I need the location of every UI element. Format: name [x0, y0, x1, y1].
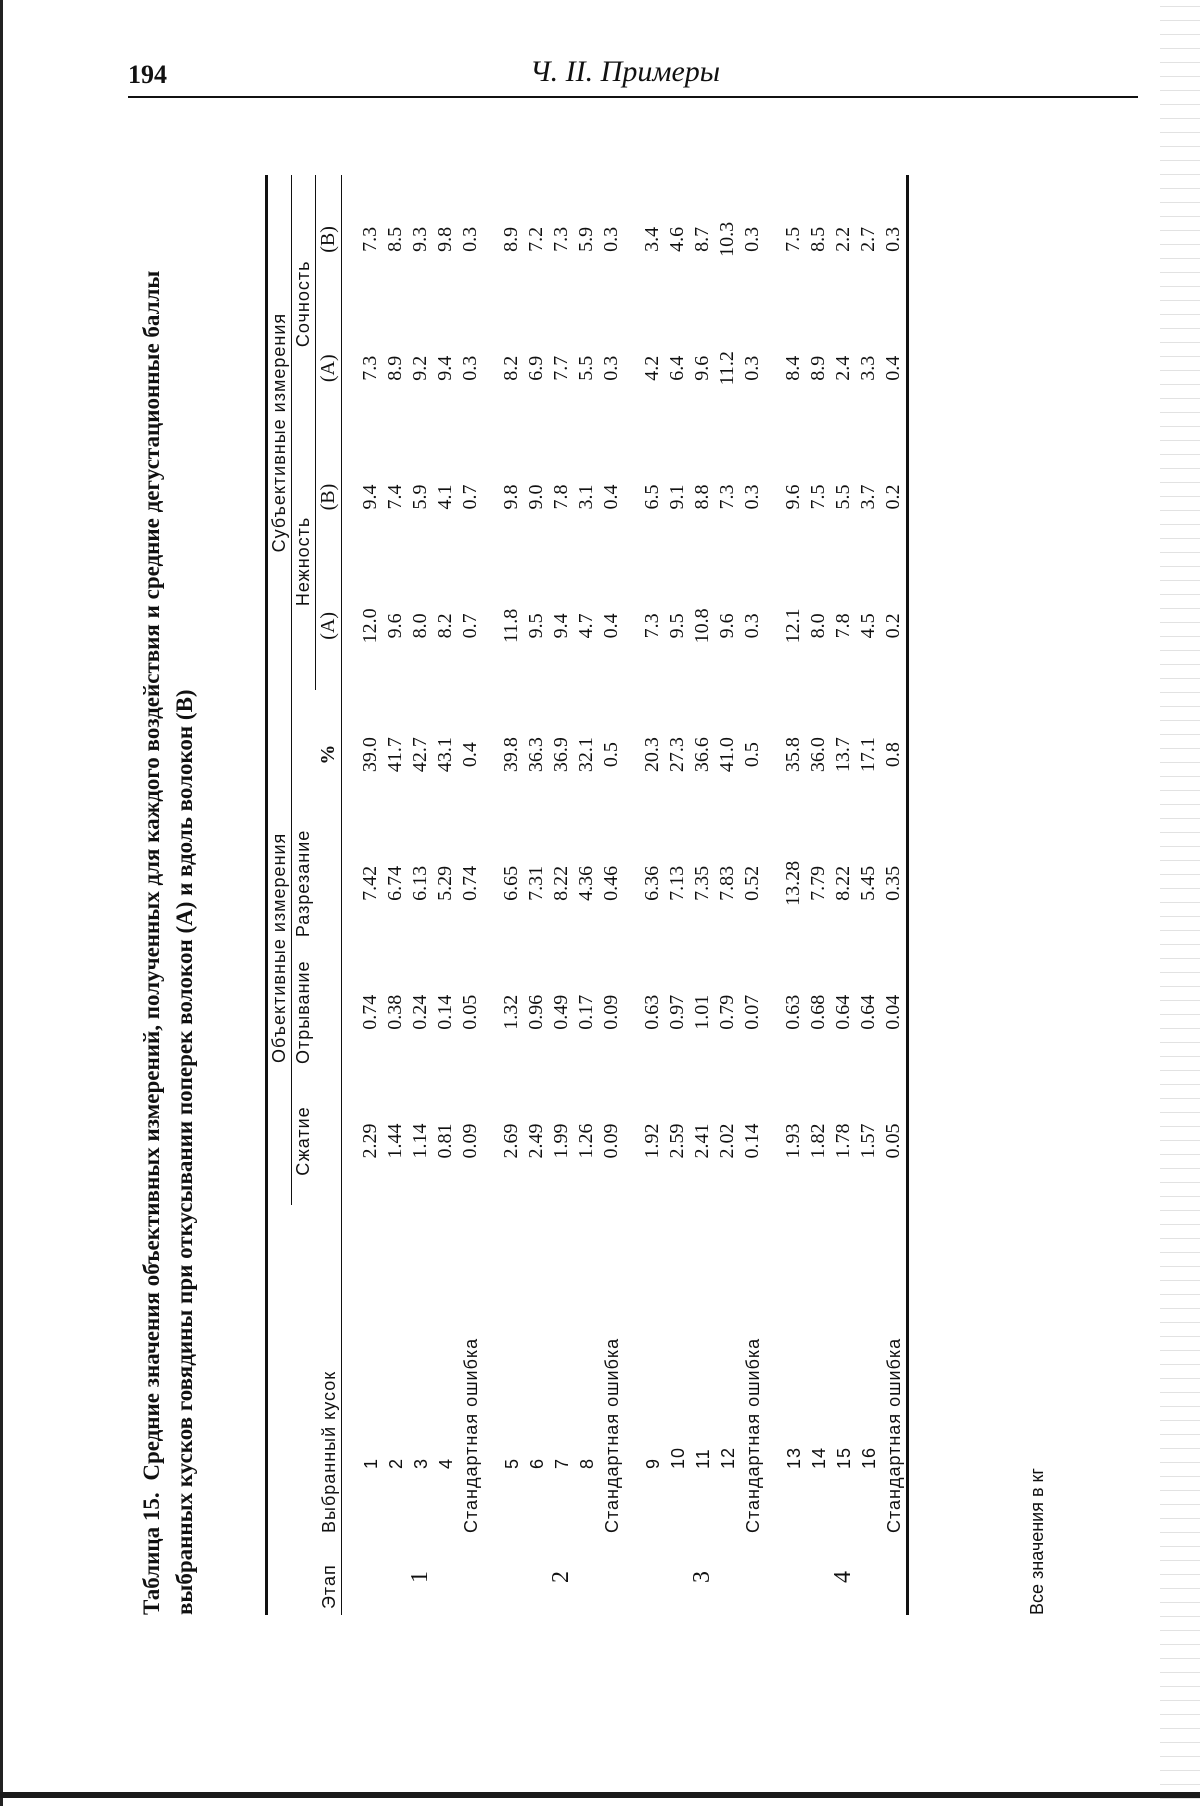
table-cell: 12.0	[359, 608, 381, 644]
data-table	[265, 175, 909, 1615]
table-cell: 9.4	[359, 484, 381, 510]
table-cell: 9.0	[525, 484, 547, 510]
row-label: 16	[859, 1446, 879, 1469]
table-row	[433, 175, 458, 1615]
row-label: 5	[502, 1457, 522, 1469]
table-cell: 0.49	[550, 994, 572, 1030]
table-cell: 43.1	[434, 737, 456, 773]
table-cell: 11.2	[716, 351, 738, 386]
table-cell: 7.83	[716, 865, 738, 901]
table-cell: 0.09	[600, 1123, 622, 1159]
header-cutting: Разрезание	[293, 829, 313, 938]
table-cell: 36.0	[807, 737, 829, 773]
table-cell: 0.07	[741, 994, 763, 1030]
table-cell: 13.28	[782, 860, 804, 906]
table-cell: 36.3	[525, 737, 547, 773]
header-row-sub	[316, 175, 342, 1615]
row-label: Стандартная ошибка	[602, 1337, 622, 1533]
table-row	[549, 175, 574, 1615]
table-cell: 7.8	[550, 484, 572, 510]
table-cell: 9.6	[691, 355, 713, 381]
table-cell: 7.3	[359, 226, 381, 252]
table-body	[342, 175, 908, 1615]
table-cell: 5.9	[409, 484, 431, 510]
stage-gap	[342, 175, 359, 1615]
table-cell: 41.0	[716, 737, 738, 773]
table-cell: 27.3	[666, 737, 688, 773]
table-cell: 35.8	[782, 737, 804, 773]
table-cell: 0.63	[641, 994, 663, 1030]
table-cell: 8.5	[384, 226, 406, 252]
table-cell: 1.92	[641, 1123, 663, 1159]
table-cell: 11.8	[500, 608, 522, 643]
header-tenderness: Нежность	[292, 433, 316, 691]
header-objective: Объективные измерения	[267, 690, 292, 1205]
table-cell: 6.36	[641, 865, 663, 901]
table-cell: 2.69	[500, 1123, 522, 1159]
table-cell: 10.3	[716, 221, 738, 257]
table-cell: 0.8	[882, 742, 904, 768]
table-cell: 8.2	[434, 613, 456, 639]
table-cell: 4.7	[575, 613, 597, 639]
table-cell: 0.63	[782, 994, 804, 1030]
page-number: 194	[128, 60, 167, 89]
table-cell: 9.6	[782, 484, 804, 510]
table-row	[665, 175, 690, 1615]
table-caption	[135, 175, 201, 1615]
row-label: 14	[809, 1446, 829, 1469]
table-cell: 1.78	[832, 1123, 854, 1159]
table-row-std-error	[458, 175, 483, 1615]
table-cell: 39.0	[359, 737, 381, 773]
table-cell: 1.26	[575, 1123, 597, 1159]
table-cell: 0.14	[434, 994, 456, 1030]
table-cell: 8.5	[807, 226, 829, 252]
table-cell: 6.9	[525, 355, 547, 381]
table-cell: 0.52	[741, 865, 763, 901]
table-cell: 13.7	[832, 737, 854, 773]
table-cell: 0.04	[882, 994, 904, 1030]
table-cell: 7.13	[666, 865, 688, 901]
table-cell: 9.8	[500, 484, 522, 510]
table-row-std-error	[881, 175, 908, 1615]
table-cell: 0.64	[857, 994, 879, 1030]
table-cell: 0.3	[600, 226, 622, 252]
header-compression: Сжатие	[293, 1106, 313, 1176]
table-cell: 0.3	[741, 355, 763, 381]
table-cell: 0.7	[459, 613, 481, 639]
table-cell: 0.79	[716, 994, 738, 1030]
table-cell: 8.8	[691, 484, 713, 510]
table-cell: 8.2	[500, 355, 522, 381]
table-cell: 7.35	[691, 865, 713, 901]
table-cell: 0.74	[359, 994, 381, 1030]
table-cell: 5.29	[434, 865, 456, 901]
scan-left-edge	[0, 0, 3, 1806]
stage-gap	[624, 175, 640, 1615]
stage-gap	[765, 175, 781, 1615]
scan-bottom-edge	[0, 1792, 1200, 1798]
table-cell: 5.5	[575, 355, 597, 381]
table-cell: 9.3	[409, 226, 431, 252]
table-cell: 8.4	[782, 355, 804, 381]
table-cell: 0.97	[666, 994, 688, 1030]
table-cell: 0.2	[882, 484, 904, 510]
table-cell: 1.01	[691, 994, 713, 1030]
row-label: Стандартная ошибка	[743, 1337, 763, 1533]
table-cell: 8.22	[550, 865, 572, 901]
table-cell: 41.7	[384, 737, 406, 773]
table-cell: 0.3	[459, 226, 481, 252]
table-row	[640, 175, 665, 1615]
table-cell: 0.17	[575, 994, 597, 1030]
table-row	[831, 175, 856, 1615]
table-cell: 2.29	[359, 1123, 381, 1159]
row-label: 3	[411, 1457, 431, 1469]
row-label: 4	[436, 1457, 456, 1469]
table-cell: 6.65	[500, 865, 522, 901]
table-cell: 0.5	[600, 742, 622, 768]
table-cell: 2.59	[666, 1123, 688, 1159]
table-cell: 3.4	[641, 226, 663, 252]
table-row	[856, 175, 881, 1615]
row-label: Стандартная ошибка	[884, 1337, 904, 1533]
table-cell: 0.81	[434, 1123, 456, 1159]
row-label: 1	[361, 1457, 381, 1469]
table-cell: 9.5	[666, 613, 688, 639]
table-cell: 32.1	[575, 737, 597, 773]
table-row	[715, 175, 740, 1615]
table-row	[499, 175, 524, 1615]
table-cell: 4.6	[666, 226, 688, 252]
table-cell: 6.4	[666, 355, 688, 381]
row-label: 8	[577, 1457, 597, 1469]
table-cell: 0.3	[741, 613, 763, 639]
table-cell: 42.7	[409, 737, 431, 773]
table-row	[781, 175, 806, 1615]
table-cell: 8.9	[384, 355, 406, 381]
header-percent: %	[317, 744, 339, 765]
table-footnote: Все значения в кг	[1027, 1468, 1047, 1615]
table-cell: 20.3	[641, 737, 663, 773]
table-cell: 7.8	[832, 613, 854, 639]
header-rule	[128, 96, 1138, 98]
table-cell: 2.02	[716, 1123, 738, 1159]
table-cell: 1.93	[782, 1123, 804, 1159]
stage-number: 2	[548, 1571, 574, 1583]
row-label: 11	[693, 1448, 713, 1469]
table-cell: 7.3	[359, 355, 381, 381]
table-cell: 8.0	[409, 613, 431, 639]
table-cell: 36.9	[550, 737, 572, 773]
table-cell: 9.4	[434, 355, 456, 381]
table-cell: 5.9	[575, 226, 597, 252]
table-cell: 0.4	[600, 484, 622, 510]
table-cell: 9.6	[384, 613, 406, 639]
table-caption-number: Таблица 15.	[139, 1492, 164, 1615]
rotated-table-block	[135, 145, 1135, 1625]
table-cell: 12.1	[782, 608, 804, 644]
row-label: Стандартная ошибка	[461, 1337, 481, 1533]
table-cell: 9.8	[434, 226, 456, 252]
table-cell: 1.57	[857, 1123, 879, 1159]
table-cell: 7.79	[807, 865, 829, 901]
table-cell: 0.96	[525, 994, 547, 1030]
header-piece: Выбранный кусок	[319, 1370, 339, 1533]
table-cell: 0.3	[600, 355, 622, 381]
table-cell: 7.3	[550, 226, 572, 252]
table-cell: 8.0	[807, 613, 829, 639]
table-cell: 7.5	[807, 484, 829, 510]
table-cell: 4.36	[575, 865, 597, 901]
table-cell: 4.2	[641, 355, 663, 381]
row-label: 12	[718, 1446, 738, 1469]
row-label: 7	[552, 1457, 572, 1469]
table-cell: 0.09	[600, 994, 622, 1030]
table-row	[408, 175, 433, 1615]
table-cell: 17.1	[857, 737, 879, 773]
table-cell: 1.14	[409, 1123, 431, 1159]
table-cell: 4.5	[857, 613, 879, 639]
table-cell: 7.7	[550, 355, 572, 381]
table-cell: 6.74	[384, 865, 406, 901]
table-row	[806, 175, 831, 1615]
table-cell: 2.2	[832, 226, 854, 252]
table-cell: 0.09	[459, 1123, 481, 1159]
table-cell: 0.2	[882, 613, 904, 639]
table-cell: 7.5	[782, 226, 804, 252]
stage-number: 1	[407, 1571, 433, 1583]
header-tenderness-b: (В)	[317, 483, 339, 511]
table-row	[524, 175, 549, 1615]
table-cell: 0.05	[882, 1123, 904, 1159]
row-label: 10	[668, 1446, 688, 1469]
table-cell: 7.42	[359, 865, 381, 901]
header-tenderness-a: (А)	[317, 611, 339, 640]
table-cell: 8.7	[691, 226, 713, 252]
table-cell: 0.4	[459, 742, 481, 768]
table-caption-text: Средние значения объективных измерений, полученных для каждого воздействия и средние дегустационные баллы выбранных кусков говядины при откусывании поперек волокон (А) и вдоль волокон (В)	[139, 270, 197, 1615]
table-cell: 9.1	[666, 484, 688, 510]
row-label: 2	[386, 1457, 406, 1469]
table-cell: 7.3	[716, 484, 738, 510]
table-cell: 2.41	[691, 1123, 713, 1159]
table-cell: 0.14	[741, 1123, 763, 1159]
stage-gap	[483, 175, 499, 1615]
table-cell: 9.5	[525, 613, 547, 639]
table-cell: 0.05	[459, 994, 481, 1030]
table-row-std-error	[599, 175, 624, 1615]
table-cell: 4.1	[434, 484, 456, 510]
table-row	[574, 175, 599, 1615]
table-cell: 36.6	[691, 737, 713, 773]
table-cell: 2.4	[832, 355, 854, 381]
table-cell: 1.32	[500, 994, 522, 1030]
table-row	[690, 175, 715, 1615]
row-label: 13	[784, 1446, 804, 1469]
header-row-groups	[267, 175, 292, 1615]
table-cell: 7.2	[525, 226, 547, 252]
table-header	[267, 175, 342, 1615]
table-cell: 6.13	[409, 865, 431, 901]
row-label: 9	[643, 1457, 663, 1469]
table-cell: 5.5	[832, 484, 854, 510]
header-row-columns	[292, 175, 316, 1615]
stage-number: 4	[830, 1571, 856, 1583]
table-cell: 0.7	[459, 484, 481, 510]
header-stage: Этап	[319, 1564, 339, 1609]
table-cell: 0.24	[409, 994, 431, 1030]
table-cell: 9.6	[716, 613, 738, 639]
table-cell: 0.5	[741, 742, 763, 768]
header-juiciness: Сочность	[292, 175, 316, 433]
table-cell: 8.9	[500, 226, 522, 252]
table-cell: 8.22	[832, 865, 854, 901]
table-row	[383, 175, 408, 1615]
table-cell: 0.68	[807, 994, 829, 1030]
running-head: Ч. II. Примеры	[530, 55, 721, 88]
table-cell: 0.38	[384, 994, 406, 1030]
table-cell: 0.64	[832, 994, 854, 1030]
header-juiciness-a: (А)	[317, 354, 339, 383]
table-cell: 6.5	[641, 484, 663, 510]
table-cell: 3.7	[857, 484, 879, 510]
table-cell: 2.49	[525, 1123, 547, 1159]
table-cell: 2.7	[857, 226, 879, 252]
table-row	[358, 175, 383, 1615]
scan-right-edge-noise	[1160, 0, 1200, 1806]
table-cell: 9.2	[409, 355, 431, 381]
table-cell: 7.3	[641, 613, 663, 639]
table-cell: 0.3	[459, 355, 481, 381]
table-cell: 1.44	[384, 1123, 406, 1159]
row-label: 6	[527, 1457, 547, 1469]
table-cell: 7.31	[525, 865, 547, 901]
row-label: 15	[834, 1446, 854, 1469]
table-cell: 0.35	[882, 865, 904, 901]
table-cell: 3.3	[857, 355, 879, 381]
table-cell: 1.99	[550, 1123, 572, 1159]
stage-number: 3	[689, 1571, 715, 1583]
table-cell: 8.9	[807, 355, 829, 381]
table-row-std-error	[740, 175, 765, 1615]
table-cell: 0.46	[600, 865, 622, 901]
table-cell: 3.1	[575, 484, 597, 510]
table-cell: 0.3	[741, 484, 763, 510]
table-cell: 0.3	[882, 226, 904, 252]
table-cell: 5.45	[857, 865, 879, 901]
table-cell: 0.4	[882, 355, 904, 381]
header-juiciness-b: (В)	[317, 226, 339, 253]
table-cell: 0.4	[600, 613, 622, 639]
header-tearing: Отрывание	[293, 960, 313, 1064]
table-cell: 0.74	[459, 865, 481, 901]
table-cell: 1.82	[807, 1123, 829, 1159]
table-cell: 39.8	[500, 737, 522, 773]
table-cell: 0.3	[741, 226, 763, 252]
table-cell: 10.8	[691, 608, 713, 644]
table-cell: 9.4	[550, 613, 572, 639]
header-subjective: Субъективные измерения	[267, 175, 292, 690]
table-cell: 7.4	[384, 484, 406, 510]
